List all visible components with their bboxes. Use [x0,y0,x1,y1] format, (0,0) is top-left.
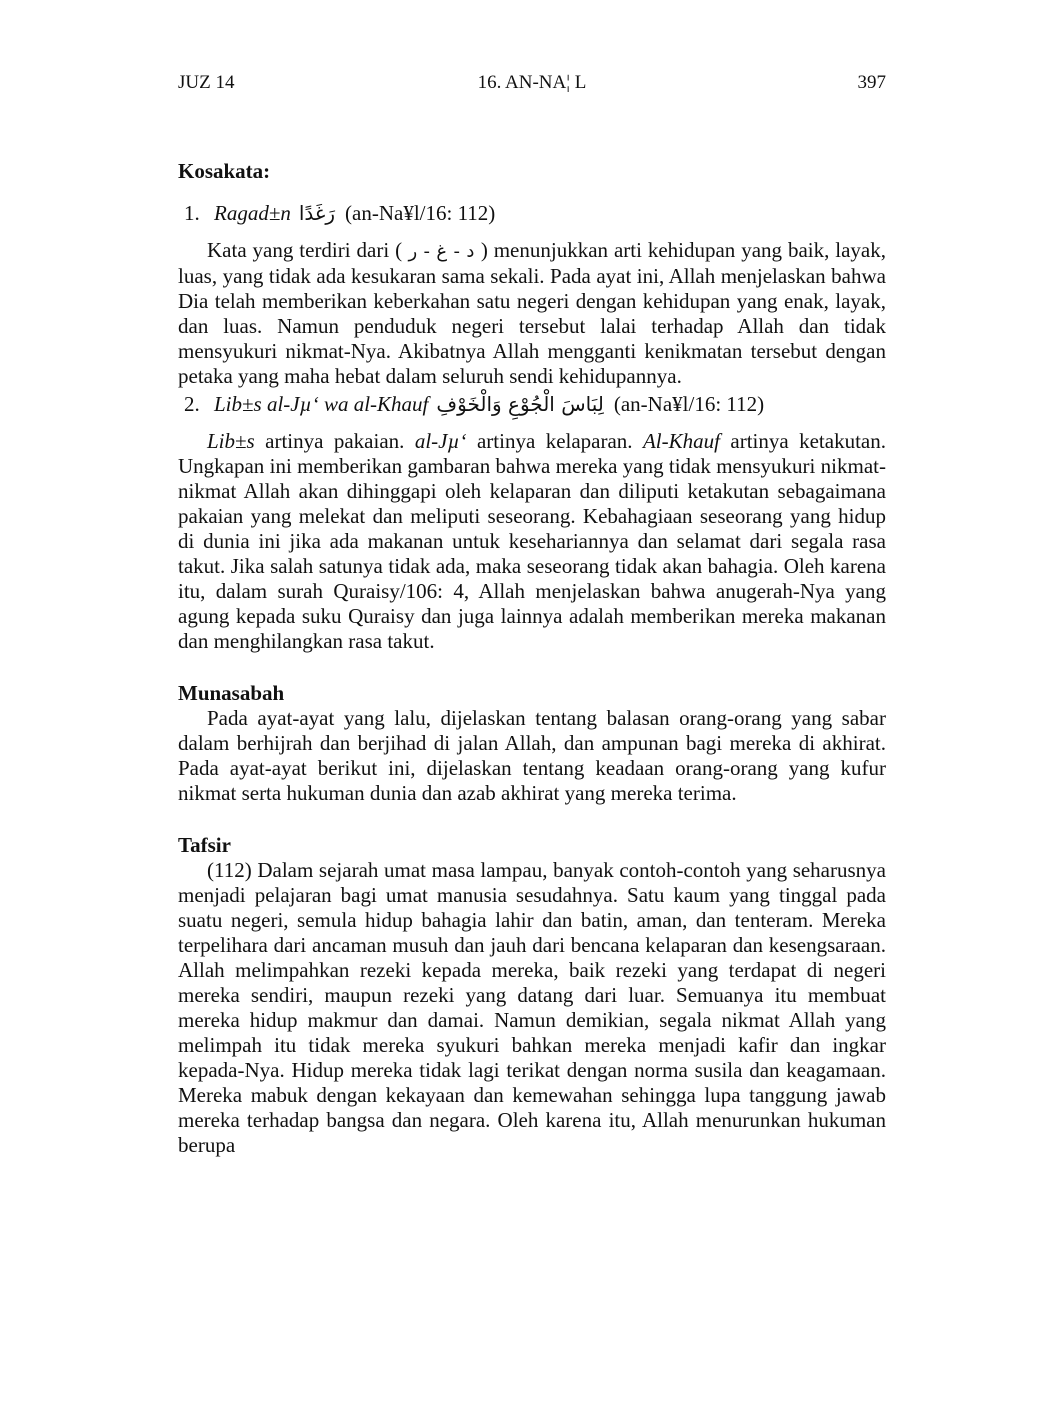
vocab-item-1 [178,200,886,226]
tafsir-heading: Tafsir [178,833,231,857]
vocab-item-2-reference: (an-Na¥l/16: 112) [613,392,765,416]
munasabah-paragraph: Pada ayat-ayat yang lalu, dijelaskan tentang balasan orang-orang yang sabar dalam berhijrah dan berjihad di jalan Allah, dan ampunan bagi mereka di akhirat. Pada ayat-ayat berikut ini, dijelaskan tentang keadaan orang-orang yang kufur nikmat serta hukuman dunia dan azab akhirat yang mereka terima. [178,706,886,805]
vocab-item-1-explanation [178,238,886,389]
vocab-item-1-number: 1. [184,201,200,225]
vocab-item-2-arabic: لِبَاسَ الْجُوْعِ وَالْخَوْفِ [436,392,604,416]
running-header [178,72,886,104]
page-number: 397 [857,72,886,93]
explanation-text-1: artinya pakaian. [254,429,415,453]
vocab-item-2-number: 2. [184,392,200,416]
kosakata-heading: Kosakata: [178,159,271,183]
vocab-item-2-explanation [178,429,886,654]
term-libas: Lib±s [207,429,255,453]
tafsir-paragraph: (112) Dalam sejarah umat masa lampau, banyak contoh-contoh yang seharusnya menjadi pelajaran bagi umat manusia sesudahnya. Satu kaum yang tinggal pada suatu negeri, semula hidup bahagia lahir dan batin, aman, dan tenteram. Mereka terpelihara dari ancaman musuh dan jauh dari bencana kelaparan dan kesengsaraan. Allah melimpahkan rezeki kepada mereka, baik rezeki yang terdapat di negeri mereka sendiri, maupun rezeki yang datang dari luar. Semuanya itu membuat mereka hidup makmur dan damai. Namun demikian, segala nikmat Allah yang melimpah itu tidak mereka syukuri bahkan mereka menjadi kafir dan ingkar kepada-Nya. Hidup mereka tidak lagi terikat dengan norma susila dan keagamaan. Mereka mabuk dengan kekayaan dan kemewahan sehingga lupa tanggung jawab mereka terhadap bangsa dan negara. Oleh karena itu, Allah menurunkan hukuman berupa [178,858,886,1157]
term-al-ju: al-Jµ‘ [414,429,467,453]
munasabah-heading: Munasabah [178,681,285,705]
explanation-text-2: artinya kelaparan. [466,429,643,453]
surah-title: 16. AN-NA¦ L [477,72,587,93]
vocab-item-1-reference: (an-Na¥l/16: 112) [345,201,496,225]
explanation-text-3: artinya ketakutan. Ungkapan ini memberikan gambaran bahwa mereka yang tidak mensyukuri nikmat-nikmat Allah akan dihinggapi oleh kelaparan dan diliputi ketakutan sebagaimana pakaian yang melekat dan meliputi seseorang. Kebahagiaan seseorang yang hidup di dunia ini jika ada makanan untuk kesehariannya dan selamat dari segala rasa takut. Jika salah satunya tidak ada, maka seseorang tidak akan bahagia. Oleh karena itu, dalam surah Quraisy/106: 4, Allah menjelaskan bahwa anugerah-Nya yang agung kepada suku Quraisy dan juga lainnya adalah memberikan mereka makanan dan menghilangkan rasa takut. [178,429,886,653]
document-page [178,72,886,1158]
explanation-text-before: Kata yang terdiri dari ( [207,238,403,262]
explanation-text-after: ) menunjukkan arti kehidupan yang baik, layak, luas, yang tidak ada kesukaran sama sekali. Pada ayat ini, Allah menjelaskan bahwa Dia telah memberikan keberkahan satu negeri dengan kehidupan yang enak, layak, dan luas. Namun penduduk negeri tersebut lalai terhadap Allah dan tidak mensyukuri nikmat-Nya. Akibatnya Allah mengganti kenikmatan tersebut dengan petaka yang maha hebat dalam seluruh sendi kehidupannya. [178,238,886,388]
juz-label: JUZ 14 [178,72,235,93]
vocab-item-1-arabic: رَغَدًا [298,201,336,225]
arabic-root-letters: د - غ - ر [402,241,481,262]
vocab-item-2 [178,391,886,417]
term-al-khauf: Al-Khauf [642,429,720,453]
vocab-item-1-term: Ragad±n [214,201,291,225]
vocab-item-2-term: Lib±s al-Jµ‘ wa al-Khauf [214,392,429,416]
